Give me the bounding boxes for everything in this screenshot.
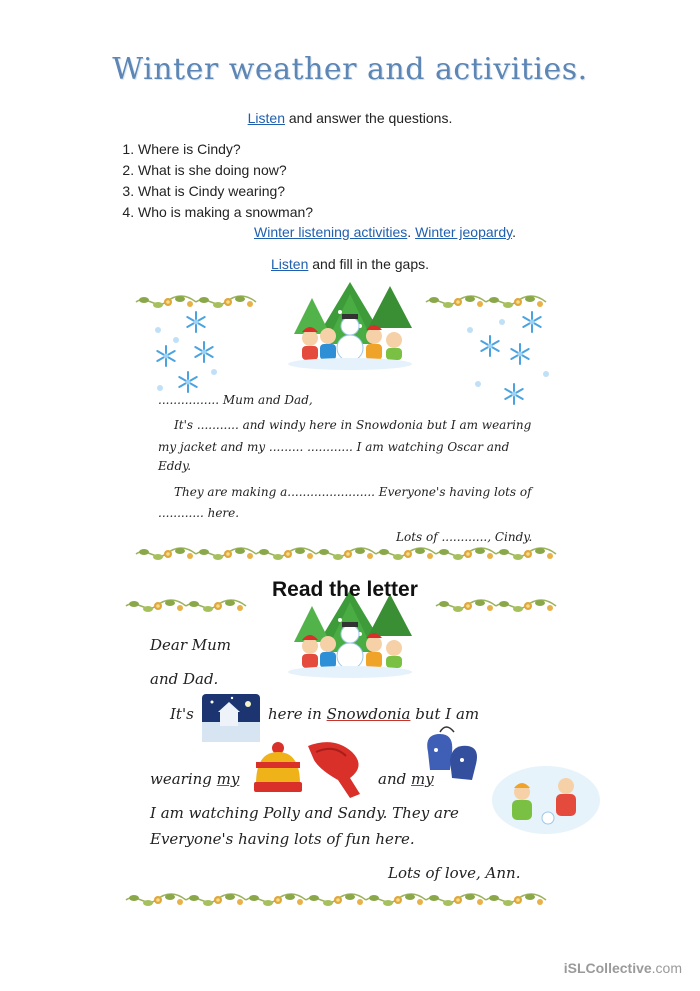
woolly-hat-image [254,742,302,792]
instruction-text-1: and answer the questions. [285,110,453,126]
night-scene-image [202,694,260,742]
instruction-text-2: and fill in the gaps. [308,256,429,272]
letter-text: my [410,770,434,788]
gap-letter-greeting: ................ Mum and Dad, [158,393,313,407]
watermark-brand: iSLCollective [563,960,652,976]
gap-letter-line: It's ........... and windy here in Snowdonia but I am wearing [174,418,532,432]
letter-line-a: It's [170,705,194,723]
question-item: 3. What is Cindy wearing? [138,181,538,202]
read-letter-heading: Read the letter [272,578,418,601]
listen-link-1[interactable]: Listen [247,110,285,126]
letter-text: my [216,770,240,788]
gap-letter-signoff: Lots of ............, Cindy. [396,530,533,544]
letter-place-name: Snowdonia [326,705,411,723]
letter-line: Dear Mum [150,636,232,654]
gap-letter-line: my jacket and my ......... ............ I am watching Oscar and [158,440,510,454]
letter-text: here in [268,705,327,723]
link-separator: . [407,224,416,240]
letter-line-and [378,770,434,788]
link-end: . [512,224,516,240]
letter-text: wearing [150,770,217,788]
children-snow-image [492,766,600,834]
worksheet-title: Winter weather and activities. [112,52,588,87]
watermark-domain: .com [651,960,682,976]
gap-letter-line: They are making a....................... Everyone's having lots of [174,485,532,499]
listen-link-2[interactable]: Listen [271,256,309,272]
mittens-image [427,727,477,780]
letter-line-b [268,705,479,723]
question-item: 2. What is she doing now? [138,160,538,181]
winter-listening-link[interactable]: Winter listening activities [254,224,408,240]
letter-signoff: Lots of love, Ann. [388,864,521,882]
site-watermark [564,960,682,976]
question-item: 4. Who is making a snowman? [138,202,538,223]
letter-line: Everyone's having lots of fun here. [150,830,415,848]
question-item: 1. Where is Cindy? [138,139,538,160]
letter-line: I am watching Polly and Sandy. They are [150,804,459,822]
scarf-image [308,742,360,798]
gap-letter-line: Eddy. [158,459,192,473]
letter-line-wearing [150,770,239,788]
letter-text: but I am [410,705,480,723]
winter-jeopardy-link[interactable]: Winter jeopardy [415,224,513,240]
gap-letter-line: ............ here. [158,506,240,520]
letter-line: and Dad. [150,670,219,688]
letter-text: and [378,770,411,788]
